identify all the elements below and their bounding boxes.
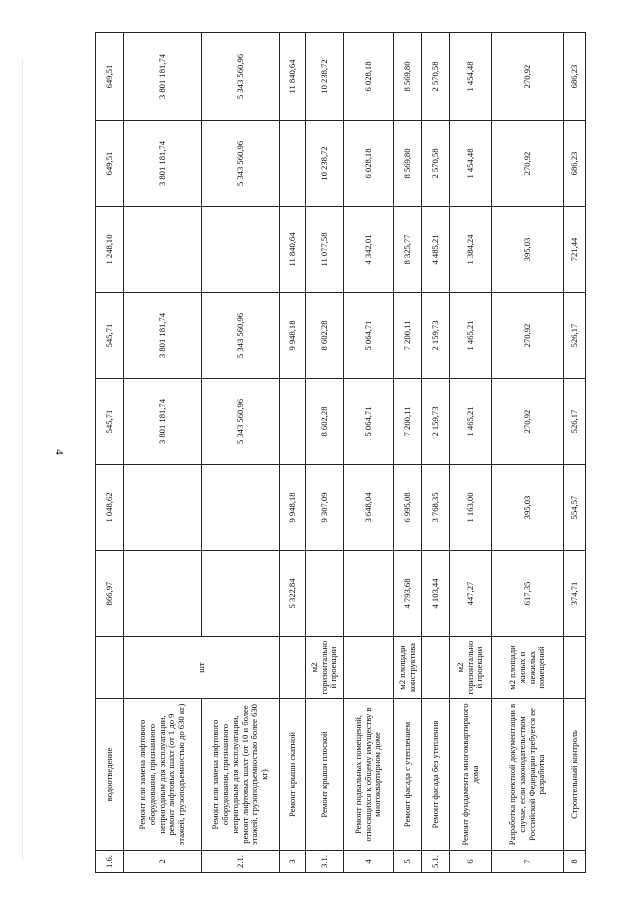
row-number: 6 — [450, 851, 492, 873]
value-cell: 8 569,80 — [394, 121, 422, 207]
scan-margin-line — [22, 60, 23, 860]
value-cell: 1 163,00 — [450, 465, 492, 551]
value-cell: 9 948,18 — [280, 465, 306, 551]
value-cell: 10 238,72 — [306, 33, 344, 121]
value-cell: 3 801 181,74 — [124, 293, 202, 379]
unit-cell: м2 площади жилых и нежилых помещений — [492, 637, 564, 699]
value-cell: 7 200,11 — [394, 293, 422, 379]
unit-cell: м2 площади конструктива — [394, 637, 422, 699]
unit-cell — [564, 637, 586, 699]
value-cell: 270,92 — [492, 293, 564, 379]
value-cell — [124, 465, 202, 551]
work-description: Ремонт фасада без утепления — [422, 699, 450, 851]
value-cell: 866,97 — [96, 551, 124, 637]
value-cell: 2 159,73 — [422, 293, 450, 379]
table-row — [564, 33, 586, 873]
value-cell: 721,44 — [564, 207, 586, 293]
value-cell: 5 343 560,96 — [202, 293, 280, 379]
row-number: 4 — [344, 851, 394, 873]
value-cell — [124, 551, 202, 637]
table-row — [96, 33, 124, 873]
table-row — [450, 33, 492, 873]
value-cell: 4 485,21 — [422, 207, 450, 293]
value-cell: 2 159,73 — [422, 379, 450, 465]
row-number: 5.1. — [422, 851, 450, 873]
unit-cell: м2 горизонтально й проекции — [306, 637, 344, 699]
value-cell — [344, 551, 394, 637]
rotated-table-container — [95, 33, 579, 873]
value-cell: 10 238,72 — [306, 121, 344, 207]
value-cell: 6 995,08 — [394, 465, 422, 551]
value-cell: 4 103,44 — [422, 551, 450, 637]
work-description: Ремонт подвальных помещений, относящихся к общему имуществу в многоквартирном доме — [344, 699, 394, 851]
value-cell: 3 801 181,74 — [124, 33, 202, 121]
value-cell: 4 793,68 — [394, 551, 422, 637]
value-cell: 1 248,10 — [96, 207, 124, 293]
unit-cell — [96, 637, 124, 699]
value-cell: 617,35 — [492, 551, 564, 637]
table-body — [96, 33, 586, 873]
work-description: Ремонт фундамента многоквартирного дома — [450, 699, 492, 851]
row-number: 3.1. — [306, 851, 344, 873]
value-cell — [306, 551, 344, 637]
value-cell — [202, 465, 280, 551]
unit-cell: шт — [124, 637, 280, 699]
value-cell: 4 342,01 — [344, 207, 394, 293]
value-cell: 8 569,80 — [394, 33, 422, 121]
value-cell: 3 801 181,74 — [124, 379, 202, 465]
value-cell: 3 768,35 — [422, 465, 450, 551]
value-cell: 5 343 560,96 — [202, 33, 280, 121]
value-cell: 6 028,18 — [344, 33, 394, 121]
row-number: 8 — [564, 851, 586, 873]
unit-cell: м2 горизонтально й проекции — [450, 637, 492, 699]
table-row — [306, 33, 344, 873]
row-number: 2 — [124, 851, 202, 873]
rates-table — [95, 32, 586, 873]
value-cell: 2 570,58 — [422, 33, 450, 121]
value-cell: 8 325,77 — [394, 207, 422, 293]
value-cell: 5 343 560,96 — [202, 379, 280, 465]
row-number: 1.6. — [96, 851, 124, 873]
value-cell: 8 602,28 — [306, 379, 344, 465]
value-cell: 554,57 — [564, 465, 586, 551]
row-number: 3 — [280, 851, 306, 873]
value-cell: 8 602,28 — [306, 293, 344, 379]
row-number: 5 — [394, 851, 422, 873]
value-cell: 1 384,24 — [450, 207, 492, 293]
work-description: Ремонт фасада с утеплением — [394, 699, 422, 851]
value-cell: 5 064,71 — [344, 293, 394, 379]
unit-cell — [422, 637, 450, 699]
value-cell: 649,51 — [96, 121, 124, 207]
unit-cell — [280, 637, 306, 699]
value-cell: 526,17 — [564, 379, 586, 465]
page-number: 4 — [52, 449, 65, 455]
row-number: 7 — [492, 851, 564, 873]
value-cell — [202, 207, 280, 293]
work-description: Ремонт или замена лифтового оборудования, признанного непригодным для эксплуатации, ремонт лифтовых шахт (от 10 и более этажей, грузоподъемностью более 630 кг) — [202, 699, 280, 851]
value-cell: 447,27 — [450, 551, 492, 637]
value-cell: 2 570,58 — [422, 121, 450, 207]
table-row — [202, 33, 280, 873]
value-cell — [202, 551, 280, 637]
unit-cell — [344, 637, 394, 699]
value-cell: 5 343 560,96 — [202, 121, 280, 207]
row-number: 2.1. — [202, 851, 280, 873]
work-description: Ремонт крыши скатной — [280, 699, 306, 851]
value-cell: 649,51 — [96, 33, 124, 121]
value-cell: 1 454,48 — [450, 33, 492, 121]
table-row — [280, 33, 306, 873]
work-description: Ремонт крыши плоской — [306, 699, 344, 851]
table-row — [422, 33, 450, 873]
value-cell: 395,03 — [492, 465, 564, 551]
value-cell: 686,23 — [564, 121, 586, 207]
work-description: Строительный контроль — [564, 699, 586, 851]
value-cell: 1 048,62 — [96, 465, 124, 551]
value-cell: 11 077,58 — [306, 207, 344, 293]
value-cell: 526,17 — [564, 293, 586, 379]
value-cell: 6 028,18 — [344, 121, 394, 207]
value-cell — [280, 379, 306, 465]
table-row — [344, 33, 394, 873]
value-cell: 3 648,04 — [344, 465, 394, 551]
value-cell: 1 465,21 — [450, 379, 492, 465]
value-cell: 3 801 181,74 — [124, 121, 202, 207]
work-description: водоотведение — [96, 699, 124, 851]
value-cell — [280, 121, 306, 207]
table-row — [124, 33, 202, 873]
value-cell: 9 948,18 — [280, 293, 306, 379]
value-cell: 11 840,64 — [280, 207, 306, 293]
value-cell: 1 454,48 — [450, 121, 492, 207]
value-cell: 395,03 — [492, 207, 564, 293]
value-cell: 270,92 — [492, 33, 564, 121]
value-cell: 9 307,09 — [306, 465, 344, 551]
table-row — [394, 33, 422, 873]
value-cell: 7 200,11 — [394, 379, 422, 465]
work-description: Разработка проектной документации в случае, если законодательством Российской Федерации требуется ее разработка — [492, 699, 564, 851]
value-cell: 270,92 — [492, 379, 564, 465]
value-cell: 686,23 — [564, 33, 586, 121]
value-cell: 545,71 — [96, 379, 124, 465]
value-cell: 270,92 — [492, 121, 564, 207]
value-cell: 545,71 — [96, 293, 124, 379]
value-cell: 374,71 — [564, 551, 586, 637]
value-cell: 1 465,21 — [450, 293, 492, 379]
work-description: Ремонт или замена лифтового оборудования, признанного непригодным для эксплуатации, ремонт лифтовых шахт (от 1 до 9 этажей, грузоподъемностью до 630 кг) — [124, 699, 202, 851]
value-cell — [124, 207, 202, 293]
value-cell: 11 840,64 — [280, 33, 306, 121]
value-cell: 5 064,71 — [344, 379, 394, 465]
value-cell: 5 322,84 — [280, 551, 306, 637]
table-row — [492, 33, 564, 873]
